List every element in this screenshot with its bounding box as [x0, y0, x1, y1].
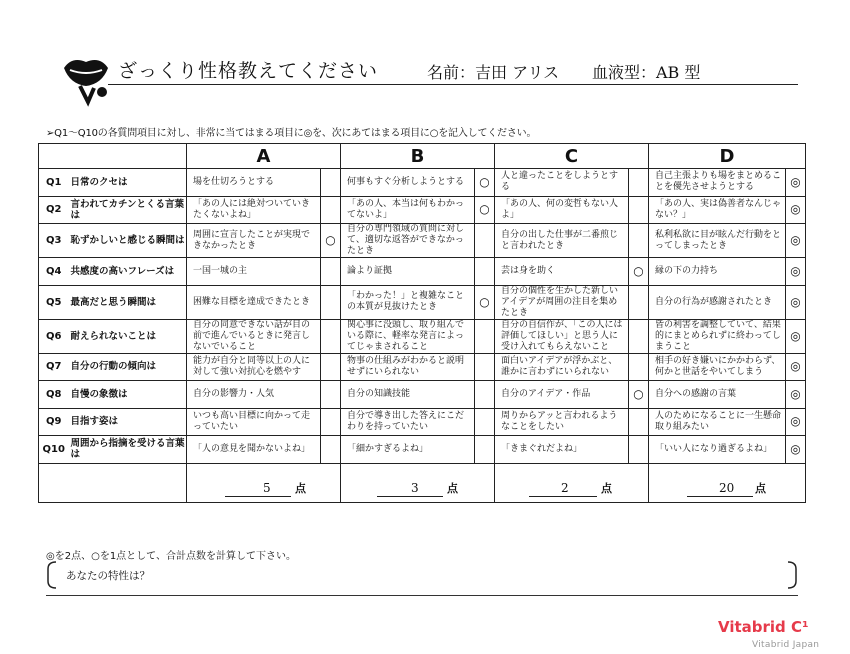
answer-a-text: 「あの人には絶対ついていきたくないよね」	[187, 196, 321, 224]
answer-c-mark[interactable]	[629, 196, 649, 224]
answer-c-mark[interactable]: ○	[629, 258, 649, 286]
total-d-value[interactable]: 20	[719, 480, 735, 495]
answer-c-text: 自分のアイデア・作品	[495, 381, 629, 409]
answer-b-text: 「あの人、本当は何もわかってないよ」	[341, 196, 475, 224]
question-number: Q10	[39, 436, 69, 464]
answer-c-text: 「きまぐれだよね」	[495, 436, 629, 464]
answer-d-text: 自分への感謝の言葉	[649, 381, 786, 409]
answer-a-text: 困難な目標を達成できたとき	[187, 285, 321, 319]
answer-d-mark[interactable]: ◎	[786, 353, 806, 381]
question-label: 耐えられないことは	[69, 319, 187, 353]
blood-type-label: 血液型：AB 型	[592, 63, 701, 82]
total-underline	[225, 496, 291, 497]
question-label: 目指す姿は	[69, 408, 187, 436]
answer-c-text: 面白いアイデアが浮かぶと、誰かに言わずにいられない	[495, 353, 629, 381]
answer-b-text: 論より証拠	[341, 258, 475, 286]
question-label: 自分の行動の傾向は	[69, 353, 187, 381]
column-header-c: C	[495, 144, 649, 169]
total-c-value[interactable]: 2	[561, 480, 569, 495]
answer-b-mark[interactable]	[475, 408, 495, 436]
answer-d-text: 私利私欲に目が眩んだ行動をとってしまったとき	[649, 224, 786, 258]
trait-bracket-box	[46, 561, 798, 589]
lips-logo-icon	[58, 48, 114, 108]
total-underline	[377, 496, 443, 497]
answer-d-text: 皆の利害を調整していて、結果的にまとめられずに終わってしまうこと	[649, 319, 786, 353]
answer-c-text: 自分の出した仕事が二番煎じと言われたとき	[495, 224, 629, 258]
answer-d-mark[interactable]: ◎	[786, 436, 806, 464]
totals-blank-cell	[39, 463, 187, 502]
answer-b-mark[interactable]	[475, 381, 495, 409]
answer-a-mark[interactable]	[321, 169, 341, 197]
scoring-note: ◎を2点、○を1点として、合計点数を計算して下さい。	[46, 551, 296, 562]
answer-a-mark[interactable]	[321, 408, 341, 436]
answer-d-mark[interactable]: ◎	[786, 319, 806, 353]
answer-d-text: 「あの人、実は偽善者なんじゃない？」	[649, 196, 786, 224]
total-a-unit: 点	[295, 481, 306, 495]
answer-a-mark[interactable]	[321, 436, 341, 464]
total-d-unit: 点	[755, 481, 767, 495]
questionnaire-table	[38, 143, 806, 503]
answer-b-mark[interactable]	[475, 436, 495, 464]
answer-c-mark[interactable]	[629, 285, 649, 319]
answer-d-text: 相手の好き嫌いにかかわらず、何かと世話をやいてしまう	[649, 353, 786, 381]
total-b-cell	[341, 463, 495, 502]
answer-c-mark[interactable]	[629, 408, 649, 436]
page-title: ざっくり性格教えてください	[118, 60, 379, 82]
answer-d-mark[interactable]: ◎	[786, 196, 806, 224]
question-row	[39, 224, 806, 258]
answer-a-mark[interactable]	[321, 319, 341, 353]
trait-label: あなたの特性は？	[66, 570, 150, 582]
answer-b-mark[interactable]: ○	[475, 196, 495, 224]
answer-a-mark[interactable]	[321, 258, 341, 286]
answer-d-text: 自己主張よりも場をまとめることを優先させようとする	[649, 169, 786, 197]
answer-d-mark[interactable]: ◎	[786, 224, 806, 258]
question-row	[39, 258, 806, 286]
question-number: Q3	[39, 224, 69, 258]
answer-d-mark[interactable]: ◎	[786, 381, 806, 409]
column-header-d: D	[649, 144, 806, 169]
question-label: 言われてカチンとくる言葉は	[69, 196, 187, 224]
column-header-b: B	[341, 144, 495, 169]
question-number: Q5	[39, 285, 69, 319]
answer-c-mark[interactable]	[629, 319, 649, 353]
answer-b-text: 物事の仕組みがわかると説明せずにいられない	[341, 353, 475, 381]
answer-a-text: 場を仕切ろうとする	[187, 169, 321, 197]
question-number: Q4	[39, 258, 69, 286]
total-underline	[687, 496, 753, 497]
answer-b-mark[interactable]: ○	[475, 285, 495, 319]
question-row	[39, 319, 806, 353]
answer-a-text: 自分の同意できない話が目の前で進んでいるときに発言しないでいること	[187, 319, 321, 353]
question-label: 共感度の高いフレーズは	[69, 258, 187, 286]
answer-b-mark[interactable]: ○	[475, 169, 495, 197]
question-row	[39, 285, 806, 319]
answer-b-text: 何事もすぐ分析しようとする	[341, 169, 475, 197]
totals-row	[39, 463, 806, 502]
title-underline	[108, 84, 798, 85]
brand-logo: Vitabrid C¹	[718, 618, 809, 636]
total-c-unit: 点	[601, 481, 613, 495]
bottom-divider	[46, 595, 798, 596]
answer-c-text: 自分の個性を生かした新しいアイデアが周囲の注目を集めたとき	[495, 285, 629, 319]
answer-a-mark[interactable]	[321, 196, 341, 224]
question-label: 最高だと思う瞬間は	[69, 285, 187, 319]
total-a-cell	[187, 463, 341, 502]
answer-a-text: 一国一城の主	[187, 258, 321, 286]
question-row	[39, 381, 806, 409]
answer-a-mark[interactable]	[321, 353, 341, 381]
answer-c-text: 芸は身を助く	[495, 258, 629, 286]
total-b-unit: 点	[447, 481, 458, 495]
question-label: 自慢の象徴は	[69, 381, 187, 409]
answer-a-mark[interactable]	[321, 285, 341, 319]
answer-b-text: 自分で導き出した答えにこだわりを持っていたい	[341, 408, 475, 436]
instructions: ➢Q1～Q10の各質問項目に対し、非常に当てはまる項目に◎を、次にあてはまる項目に○を記入してください。	[46, 128, 537, 139]
column-header-a: A	[187, 144, 341, 169]
answer-b-text: 自分の専門領域の質問に対して、適切な返答ができなかったとき	[341, 224, 475, 258]
answer-b-mark[interactable]	[475, 353, 495, 381]
answer-b-mark[interactable]	[475, 258, 495, 286]
answer-c-text: 周りからアッと言われるようなことをしたい	[495, 408, 629, 436]
question-row	[39, 169, 806, 197]
question-number: Q6	[39, 319, 69, 353]
header-row	[39, 144, 806, 169]
answer-c-mark[interactable]	[629, 353, 649, 381]
brand-subtitle: Vitabrid Japan	[752, 640, 820, 650]
question-number: Q2	[39, 196, 69, 224]
answer-b-text: 「細かすぎるよね」	[341, 436, 475, 464]
answer-b-mark[interactable]	[475, 319, 495, 353]
answer-a-text: いつも高い目標に向かって走っていたい	[187, 408, 321, 436]
question-label: 周囲から指摘を受ける言葉は	[69, 436, 187, 464]
answer-a-text: 能力が自分と同等以上の人に対して強い対抗心を燃やす	[187, 353, 321, 381]
answer-c-mark[interactable]	[629, 224, 649, 258]
answer-a-text: 自分の影響力・人気	[187, 381, 321, 409]
question-number: Q8	[39, 381, 69, 409]
question-number: Q7	[39, 353, 69, 381]
answer-c-mark[interactable]: ○	[629, 381, 649, 409]
answer-b-text: 自分の知識技能	[341, 381, 475, 409]
question-row	[39, 408, 806, 436]
answer-d-text: 自分の行為が感謝されたとき	[649, 285, 786, 319]
answer-b-text: 「わかった！」と複雑なことの本質が見抜けたとき	[341, 285, 475, 319]
answer-c-text: 人と違ったことをしようとする	[495, 169, 629, 197]
total-c-cell	[495, 463, 649, 502]
answer-d-mark[interactable]: ◎	[786, 285, 806, 319]
answer-d-text: 人のためになることに一生懸命取り組みたい	[649, 408, 786, 436]
question-number: Q1	[39, 169, 69, 197]
answer-c-text: 「あの人、何の変哲もない人よ」	[495, 196, 629, 224]
answer-d-text: 縁の下の力持ち	[649, 258, 786, 286]
answer-b-mark[interactable]	[475, 224, 495, 258]
answer-c-mark[interactable]	[629, 169, 649, 197]
question-number: Q9	[39, 408, 69, 436]
answer-d-mark[interactable]: ◎	[786, 408, 806, 436]
answer-a-mark[interactable]: ○	[321, 224, 341, 258]
answer-a-mark[interactable]	[321, 381, 341, 409]
question-label: 恥ずかしいと感じる瞬間は	[69, 224, 187, 258]
answer-c-mark[interactable]	[629, 436, 649, 464]
answer-d-mark[interactable]: ◎	[786, 258, 806, 286]
question-row	[39, 436, 806, 464]
name-label: 名前：吉田 アリス	[427, 63, 560, 82]
total-b-value[interactable]: 3	[411, 480, 419, 495]
answer-d-text: 「いい人になり過ぎるよね」	[649, 436, 786, 464]
answer-c-text: 自分の自信作が、「この人には評価してほしい」と思う人に受け入れてもらえないこと	[495, 319, 629, 353]
answer-a-text: 周囲に宣言したことが実現できなかったとき	[187, 224, 321, 258]
question-row	[39, 196, 806, 224]
total-d-cell	[649, 463, 806, 502]
answer-d-mark[interactable]: ◎	[786, 169, 806, 197]
total-a-value[interactable]: 5	[263, 480, 271, 495]
question-row	[39, 353, 806, 381]
answer-a-text: 「人の意見を聞かないよね」	[187, 436, 321, 464]
header-blank-cell	[39, 144, 187, 169]
question-label: 日常のクセは	[69, 169, 187, 197]
total-underline	[529, 496, 597, 497]
answer-b-text: 関心事に没頭し、取り組んでいる際に、軽率な発言によってじゃまされること	[341, 319, 475, 353]
